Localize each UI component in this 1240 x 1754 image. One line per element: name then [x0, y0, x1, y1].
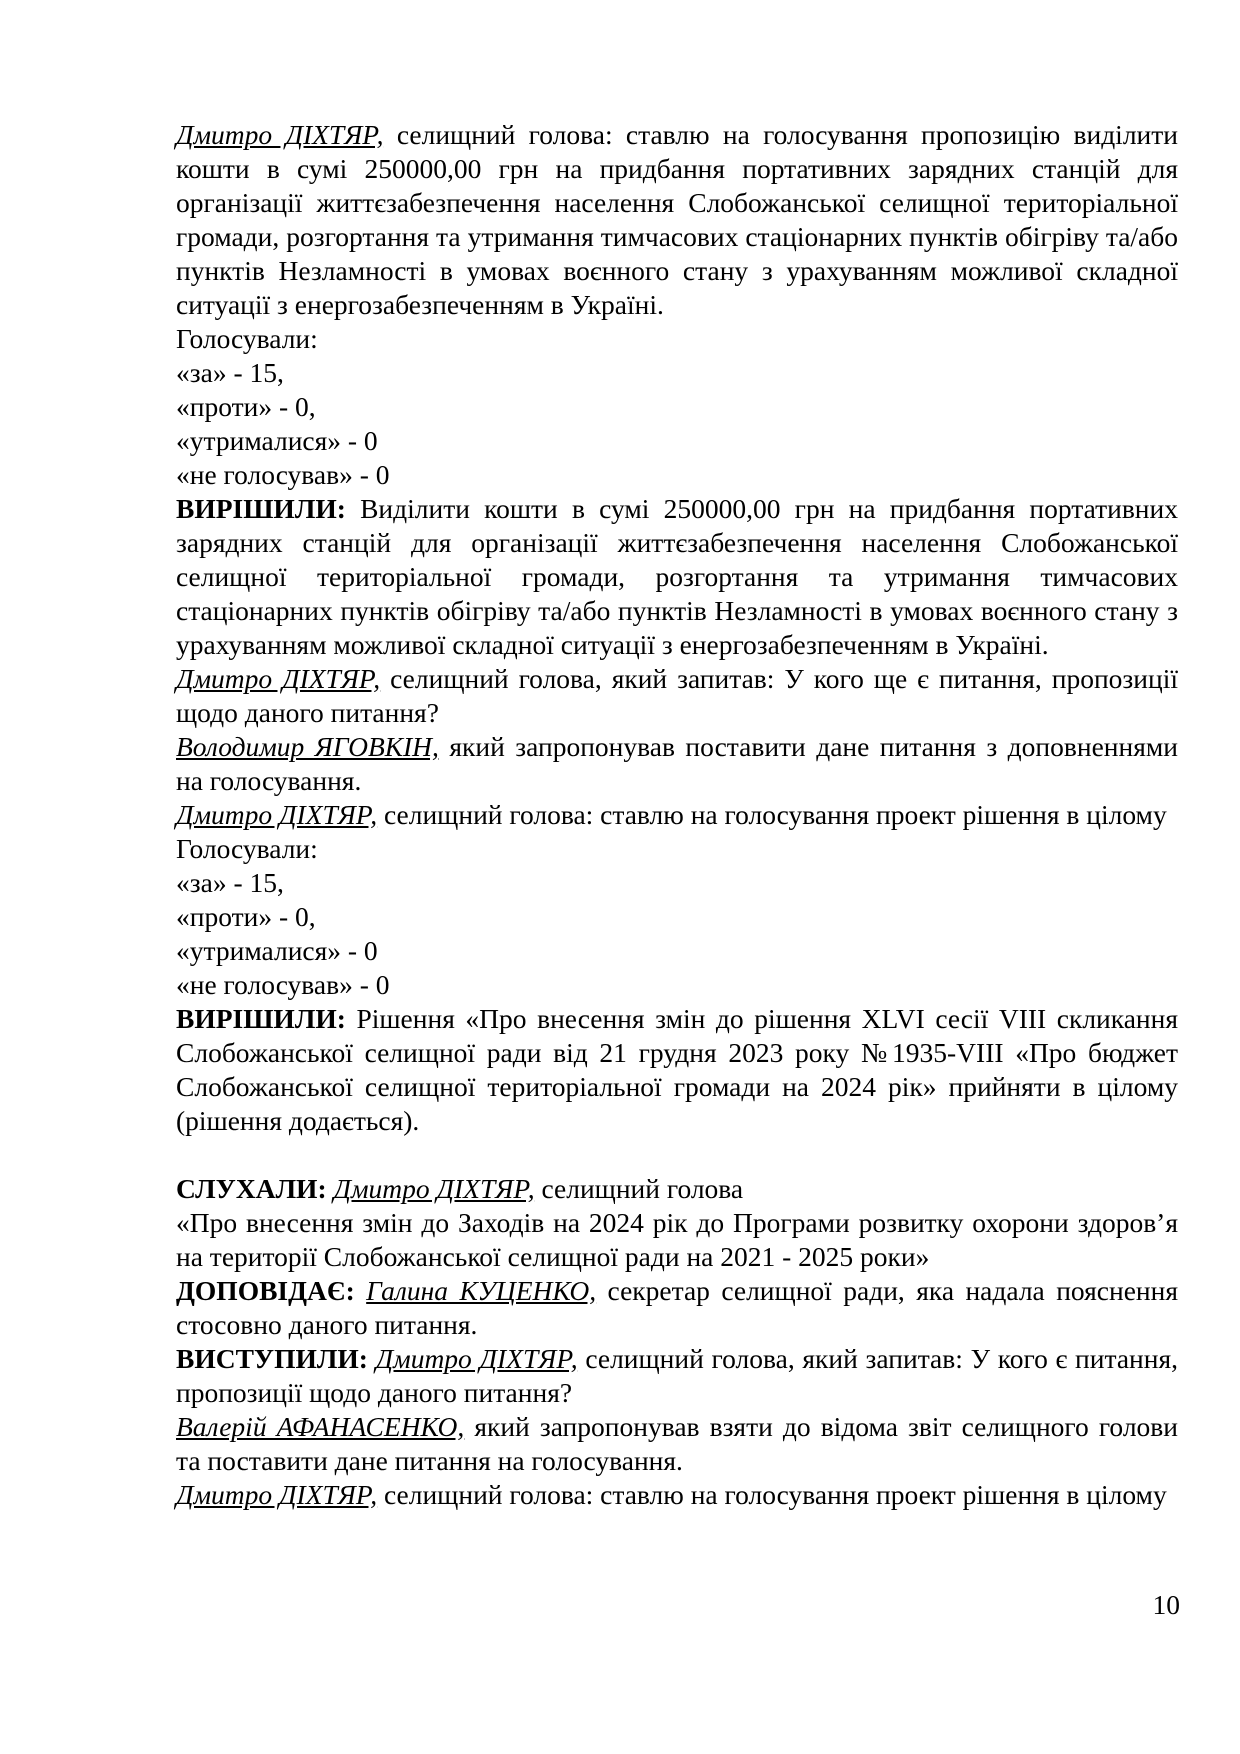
- section-label: ВИРІШИЛИ:: [176, 493, 346, 524]
- vote-text: Голосували:: [176, 323, 318, 354]
- section-label: ВИРІШИЛИ:: [176, 1003, 346, 1034]
- paragraph-text: секретар селищної ради, яка надала пояснення стосовно даного питання.: [176, 1275, 1178, 1340]
- speaker-name: Дмитро ДІХТЯР,: [176, 119, 384, 150]
- vote-text: «утрималися» - 0: [176, 935, 378, 966]
- paragraph-text: який запропонував взяти до відома звіт селищного голови та поставити дане питання на голосування.: [176, 1411, 1178, 1476]
- paragraph: [176, 730, 1178, 798]
- paragraph: [176, 1274, 1178, 1342]
- paragraph-text: селищний голова, який запитав: У кого є питання, пропозиції щодо даного питання?: [176, 1343, 1179, 1408]
- vote-text: «утрималися» - 0: [176, 425, 378, 456]
- paragraph: [176, 662, 1178, 730]
- speaker-name: Дмитро ДІХТЯР,: [176, 663, 381, 694]
- paragraph-text: селищний голова, який запитав: У кого ще є питання, пропозиції щодо даного питання?: [176, 663, 1178, 728]
- paragraph-text: селищний голова: ставлю на голосування пропозицію виділити кошти в сумі 250000,00 грн на придбання портативних зарядних станцій для організації життєзабезпечення населення Слобожанської селищної територіальної громади, розгортання та утримання тимчасових стаціонарних пунктів обігріву та/або пунктів Незламності в умовах воєнного стану з урахуванням можливої складної ситуації з енергозабезпеченням в Україні.: [176, 119, 1178, 320]
- paragraph: [176, 1002, 1178, 1138]
- vote-line: [176, 900, 1178, 934]
- paragraph: [176, 1342, 1178, 1410]
- speaker-name: Дмитро ДІХТЯР,: [333, 1173, 535, 1204]
- speaker-name: Дмитро ДІХТЯР,: [176, 799, 378, 830]
- vote-line: [176, 968, 1178, 1002]
- paragraph: [176, 1172, 1178, 1206]
- paragraph-text: селищний голова: ставлю на голосування проект рішення в цілому: [377, 1479, 1167, 1510]
- vote-text: «за» - 15,: [176, 867, 284, 898]
- speaker-name: Дмитро ДІХТЯР,: [375, 1343, 578, 1374]
- vote-line: [176, 356, 1178, 390]
- paragraph-text: Виділити кошти в сумі 250000,00 грн на придбання портативних зарядних станцій для організації життєзабезпечення населення Слобожанської селищної територіальної громади, розгортання та утримання тимчасових стаціонарних пунктів обігріву та/або пунктів Незламності в умовах воєнного стану з урахуванням можливої складної ситуації з енергозабезпеченням в Україні.: [176, 493, 1178, 660]
- vote-line: [176, 322, 1178, 356]
- vote-text: «за» - 15,: [176, 357, 284, 388]
- vote-line: [176, 832, 1178, 866]
- speaker-name: Галина КУЦЕНКО,: [366, 1275, 597, 1306]
- paragraph: [176, 1206, 1178, 1274]
- page-number: 10: [1152, 1589, 1180, 1620]
- vote-line: [176, 934, 1178, 968]
- paragraph-text: селищний голова: ставлю на голосування проект рішення в цілому: [377, 799, 1167, 830]
- vote-text: «не голосував» - 0: [176, 459, 390, 490]
- paragraph: [176, 1478, 1178, 1512]
- paragraph: [176, 118, 1178, 322]
- vote-text: «проти» - 0,: [176, 901, 316, 932]
- vote-text: «проти» - 0,: [176, 391, 316, 422]
- vote-line: [176, 424, 1178, 458]
- paragraph-text: який запропонував поставити дане питання з доповненнями на голосування.: [176, 731, 1178, 796]
- paragraph-text: селищний голова: [534, 1173, 744, 1204]
- vote-line: [176, 458, 1178, 492]
- paragraph-text: Рішення «Про внесення змін до рішення XLVI сесії VIII скликання Слобожанської селищної ради від 21 грудня 2023 року №1935-VIII «Про бюджет Слобожанської селищної територіальної громади на 2024 рік» прийняти в цілому (рішення додається).: [176, 1003, 1178, 1136]
- vote-text: Голосували:: [176, 833, 318, 864]
- vote-line: [176, 390, 1178, 424]
- vote-text: «не голосував» - 0: [176, 969, 390, 1000]
- speaker-name: Володимир ЯГОВКІН,: [176, 731, 439, 762]
- speaker-name: Валерій АФАНАСЕНКО,: [176, 1411, 465, 1442]
- section-label: СЛУХАЛИ:: [176, 1173, 327, 1204]
- paragraph: [176, 798, 1178, 832]
- paragraph-text: «Про внесення змін до Заходів на 2024 рік до Програми розвитку охорони здоров’я на території Слобожанської селищної ради на 2021 - 2025 роки»: [176, 1207, 1178, 1272]
- paragraph: [176, 492, 1178, 662]
- section-label: ДОПОВІДАЄ:: [176, 1275, 355, 1306]
- paragraph: [176, 1410, 1178, 1478]
- speaker-name: Дмитро ДІХТЯР,: [176, 1479, 378, 1510]
- section-label: ВИСТУПИЛИ:: [176, 1343, 368, 1374]
- document-body: [176, 118, 1178, 1512]
- vote-line: [176, 866, 1178, 900]
- blank-line: [176, 1138, 1178, 1172]
